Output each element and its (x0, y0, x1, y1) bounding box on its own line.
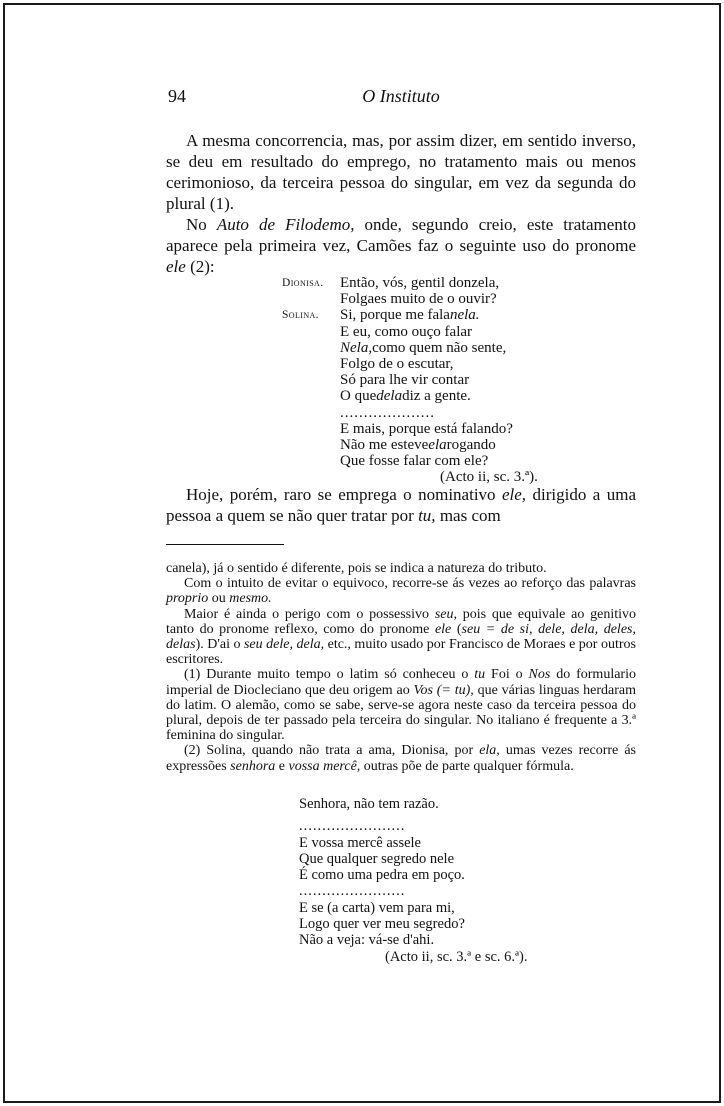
verse-line: Folgo de o escutar, (340, 356, 454, 373)
footnote-continuation: canela), já o sentido é diferente, pois se indica a natureza do tributo. (166, 561, 547, 576)
verse-line: O que dela diz a gente. (340, 388, 471, 405)
footnote-verse (299, 796, 599, 965)
verse-line: Nela, como quem não sente, (340, 339, 507, 356)
paragraph-hoje: Hoje, porém, raro se emprega o nominativo ele, dirigido a uma pessoa a quem se não quer tratar por tu, mas com (166, 485, 636, 525)
verse-line: E vossa mercê assele (299, 834, 421, 851)
footnote-paragraph: Com o intuito de evitar o equivoco, recorre-se ás vezes ao reforço das palavras proprio ou mesmo. (166, 576, 636, 607)
footnote-2: (2) Solina, quando não trata a ama, Dionisa, por ela, umas vezes recorre ás expressões senhora e vossa mercê, outras põe de parte qualquer fórmula. (166, 743, 636, 774)
verse-line: É como uma pedra em poço. (299, 867, 465, 884)
verse-line: Folgaes muito de o ouvir? (340, 291, 497, 308)
intro-paragraphs (166, 130, 636, 277)
verse-line: Não a veja: vá-se d'ahi. (299, 932, 435, 949)
page-number: 94 (168, 86, 186, 106)
verse-line: Não me esteve ela rogando (340, 437, 496, 454)
speaker-solina: Solina. (282, 309, 319, 322)
verse-line: Logo quer ver meu segredo? (299, 916, 465, 933)
ellipsis-line: ....................... (299, 883, 406, 900)
footnote-divider (166, 544, 284, 545)
running-title: O Instituto (362, 86, 440, 106)
ellipsis-line: .................... (340, 404, 435, 421)
verse-line: Dionisa. Então, vós, gentil donzela, (282, 275, 500, 291)
footnote-1: (1) Durante muito tempo o latim só conheceu o tu Foi o Nos do formulario imperial de Diocleciano que deu origem ao Vos (= tu), que várias linguas herdaram do latim. O alemão, como se sabe, serve-se agora neste caso da terceira pessoa do plural, depois de ter passado pela terceira do singular. No italiano é frequente a 3.ª feminina do singular. (166, 667, 636, 744)
speaker-dionisa: Dionisa. (282, 277, 324, 289)
page-header (168, 86, 634, 110)
footnotes (166, 561, 636, 774)
paragraph-auto-de-filodemo: No Auto de Filodemo, onde, segundo creio, este tratamento aparece pela primeira vez, Camões faz o seguinte uso do pronome ele (2): (166, 215, 637, 276)
verse-line: E mais, porque está falando? (340, 420, 513, 437)
verse-line: Senhora, não tem razão. (299, 796, 439, 812)
verse-line: E se (a carta) vem para mi, (299, 899, 455, 916)
verse-line: Solina. Si, porque me fala nela. (282, 307, 480, 324)
ellipsis-line: ....................... (299, 818, 406, 835)
verse-line: Só para lhe vir contar (340, 372, 470, 389)
verse-quotation (282, 275, 582, 486)
verse-line: E eu, como ouço falar (340, 323, 473, 340)
verse-line: Que fosse falar com ele? (340, 453, 489, 470)
footnote-paragraph: Maior é ainda o perigo com o possessivo seu, pois que equivale ao genitivo tanto do pronome reflexo, como do pronome ele (seu = de si, dele, dela, deles, delas). D'ai o seu dele, dela, etc., muito usado por Francisco de Moraes e por outros escritores. (166, 606, 636, 668)
paragraph-concorrencia: A mesma concorrencia, mas, por assim dizer, em sentido inverso, se deu em resultado do emprego, no tratamento mais ou menos cerimonioso, da terceira pessoa do singular, em vez da segunda do plural (1). (166, 131, 636, 213)
verse-reference: (Acto ii, sc. 3.ª). (440, 469, 538, 486)
verse-line: Que qualquer segredo nele (299, 850, 455, 867)
verse-reference: (Acto ii, sc. 3.ª e sc. 6.ª). (385, 948, 528, 965)
